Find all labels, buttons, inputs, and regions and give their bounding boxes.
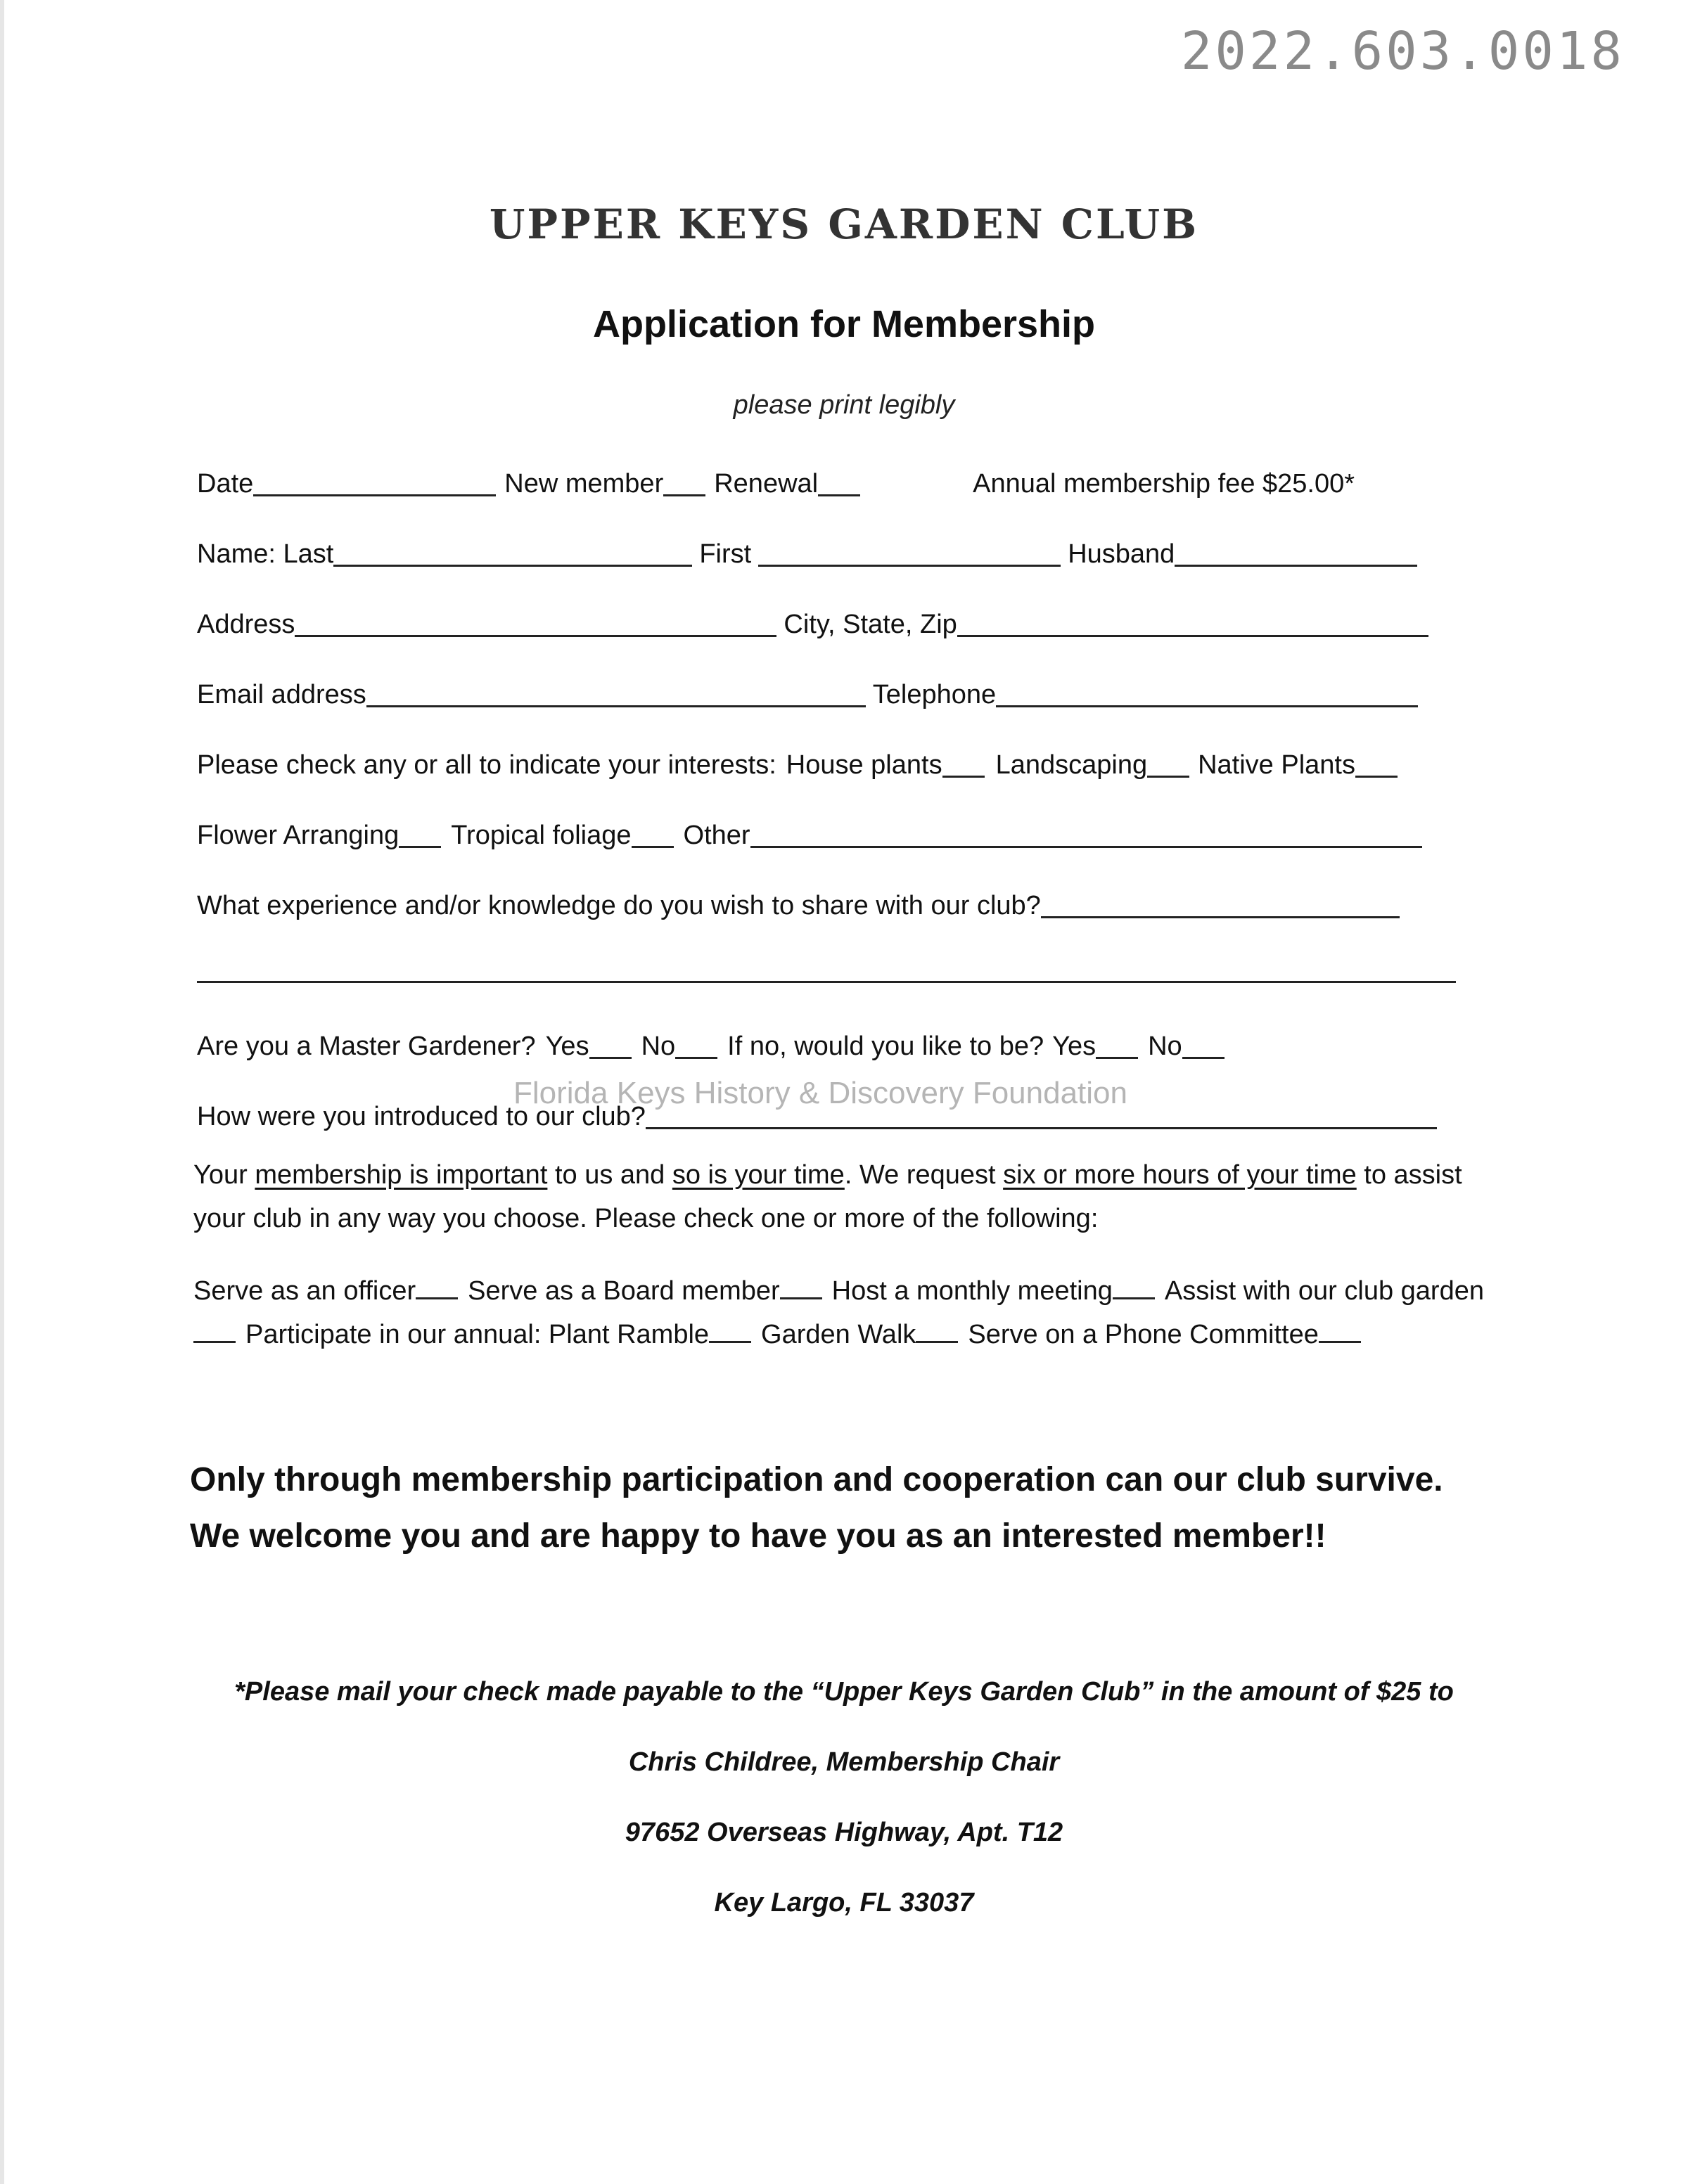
master-yes-label: Yes bbox=[545, 1032, 589, 1061]
interests-row bbox=[197, 738, 1456, 781]
introduced-prompt: How were you introduced to our club? bbox=[197, 1102, 646, 1131]
would-like-no-label: No bbox=[1148, 1032, 1182, 1061]
board-label: Serve as a Board member bbox=[468, 1276, 780, 1306]
garden-walk-checkbox[interactable] bbox=[916, 1320, 958, 1343]
garden-walk-label: Garden Walk bbox=[761, 1320, 916, 1349]
address-field[interactable] bbox=[295, 605, 776, 637]
native-plants-label: Native Plants bbox=[1198, 750, 1355, 780]
renewal-label: Renewal bbox=[714, 469, 819, 499]
other-label: Other bbox=[683, 821, 750, 850]
paragraph-underline-1: membership is important bbox=[255, 1160, 548, 1190]
meeting-checkbox[interactable] bbox=[1113, 1276, 1155, 1299]
would-like-no-checkbox[interactable] bbox=[1182, 1027, 1225, 1059]
landscaping-checkbox[interactable] bbox=[1147, 746, 1189, 778]
phone-committee-label: Serve on a Phone Committee bbox=[968, 1320, 1319, 1349]
flower-arranging-label: Flower Arranging bbox=[197, 821, 399, 850]
first-name-label: First bbox=[699, 539, 752, 569]
accession-number: 2022.603.0018 bbox=[1180, 21, 1625, 82]
mailing-name: Chris Childree, Membership Chair bbox=[628, 1747, 1060, 1777]
paragraph-text: to assist your club in any way you choose. Please check one or more of the following: bbox=[193, 1160, 1462, 1233]
paragraph-underline-3: six or more hours of your time bbox=[1003, 1160, 1357, 1190]
master-no-label: No bbox=[641, 1032, 676, 1061]
native-plants-checkbox[interactable] bbox=[1355, 746, 1398, 778]
interests-row-2 bbox=[197, 809, 1456, 851]
master-gardener-row bbox=[197, 1020, 1456, 1062]
date-row bbox=[197, 457, 1456, 499]
city-state-zip-field[interactable] bbox=[957, 605, 1428, 637]
other-field[interactable] bbox=[750, 816, 1422, 848]
mailing-instruction: *Please mail your check made payable to the “Upper Keys Garden Club” in the amount of $25 to bbox=[234, 1677, 1454, 1707]
form-subtitle: please print legibly bbox=[733, 390, 955, 420]
email-label: Email address bbox=[197, 680, 366, 709]
closing-line-1: Only through membership participation and cooperation can our club survive. bbox=[190, 1461, 1443, 1498]
officer-label: Serve as an officer bbox=[193, 1276, 416, 1306]
experience-row bbox=[197, 879, 1456, 921]
paragraph-text: Your bbox=[193, 1160, 255, 1190]
name-last-label: Name: Last bbox=[197, 539, 334, 569]
husband-field[interactable] bbox=[1175, 535, 1417, 567]
name-row bbox=[197, 527, 1456, 570]
last-name-field[interactable] bbox=[333, 535, 692, 567]
new-member-label: New member bbox=[504, 469, 664, 499]
garden-checkbox[interactable] bbox=[193, 1320, 236, 1343]
experience-field-line-2[interactable] bbox=[197, 981, 1456, 983]
would-like-prompt: If no, would you like to be? bbox=[727, 1032, 1044, 1061]
house-plants-label: House plants bbox=[786, 750, 942, 780]
paragraph-text: to us and bbox=[547, 1160, 672, 1190]
email-field[interactable] bbox=[366, 676, 866, 707]
closing-line-2: We welcome you and are happy to have you as an interested member!! bbox=[190, 1517, 1326, 1555]
master-yes-checkbox[interactable] bbox=[589, 1027, 632, 1059]
participate-label: Participate in our annual: Plant Ramble bbox=[245, 1320, 710, 1349]
date-label: Date bbox=[197, 469, 254, 499]
phone-committee-checkbox[interactable] bbox=[1319, 1320, 1361, 1343]
experience-prompt: What experience and/or knowledge do you wish to share with our club? bbox=[197, 891, 1041, 920]
paragraph-underline-2: so is your time bbox=[672, 1160, 845, 1190]
city-state-zip-label: City, State, Zip bbox=[784, 610, 957, 639]
board-checkbox[interactable] bbox=[780, 1276, 822, 1299]
paragraph-text: . We request bbox=[844, 1160, 1004, 1190]
meeting-label: Host a monthly meeting bbox=[831, 1276, 1113, 1306]
husband-label: Husband bbox=[1068, 539, 1175, 569]
form-title: Application for Membership bbox=[592, 303, 1096, 345]
flower-arranging-checkbox[interactable] bbox=[399, 816, 441, 848]
club-name: UPPER KEYS GARDEN CLUB bbox=[489, 200, 1199, 248]
experience-field[interactable] bbox=[1041, 887, 1400, 918]
tropical-foliage-checkbox[interactable] bbox=[632, 816, 674, 848]
date-field[interactable] bbox=[253, 465, 496, 496]
house-plants-checkbox[interactable] bbox=[942, 746, 985, 778]
telephone-label: Telephone bbox=[872, 680, 997, 709]
landscaping-label: Landscaping bbox=[995, 750, 1148, 780]
membership-fee: Annual membership fee $25.00* bbox=[973, 469, 1355, 499]
new-member-checkbox[interactable] bbox=[663, 465, 705, 496]
mailing-street: 97652 Overseas Highway, Apt. T12 bbox=[625, 1818, 1063, 1847]
address-label: Address bbox=[197, 610, 295, 639]
interests-prompt: Please check any or all to indicate your interests: bbox=[197, 750, 776, 780]
tropical-foliage-label: Tropical foliage bbox=[451, 821, 632, 850]
membership-paragraph bbox=[193, 1153, 1481, 1240]
email-row bbox=[197, 668, 1456, 710]
first-name-field[interactable] bbox=[758, 535, 1061, 567]
master-gardener-prompt: Are you a Master Gardener? bbox=[197, 1032, 536, 1061]
officer-checkbox[interactable] bbox=[416, 1276, 458, 1299]
closing-statement bbox=[190, 1452, 1526, 1565]
watermark: Florida Keys History & Discovery Foundation bbox=[513, 1076, 1127, 1110]
plant-ramble-checkbox[interactable] bbox=[709, 1320, 751, 1343]
renewal-checkbox[interactable] bbox=[818, 465, 860, 496]
would-like-yes-checkbox[interactable] bbox=[1096, 1027, 1138, 1059]
garden-label: Assist with our club garden bbox=[1164, 1276, 1484, 1306]
telephone-field[interactable] bbox=[996, 676, 1418, 707]
address-row bbox=[197, 598, 1456, 640]
volunteer-options bbox=[193, 1269, 1530, 1356]
mailing-city: Key Largo, FL 33037 bbox=[714, 1888, 974, 1918]
would-like-yes-label: Yes bbox=[1052, 1032, 1096, 1061]
master-no-checkbox[interactable] bbox=[675, 1027, 717, 1059]
